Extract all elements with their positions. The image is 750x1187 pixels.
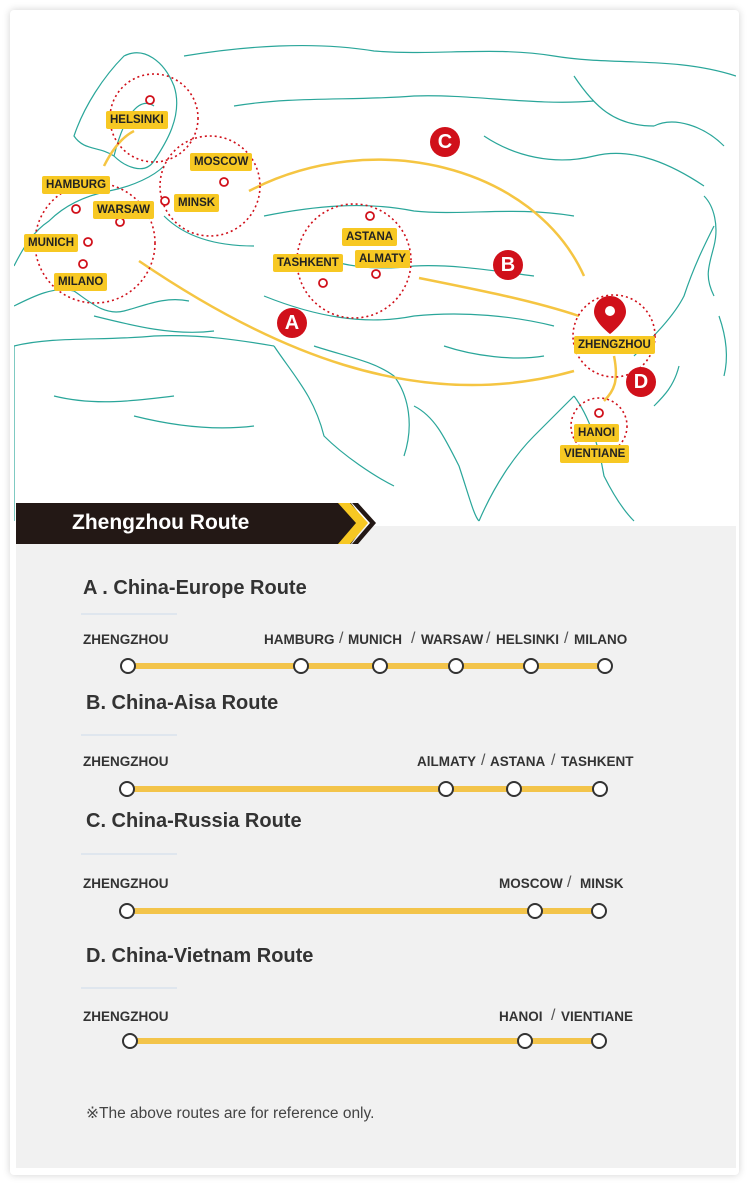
route-marker-c: C xyxy=(430,127,460,157)
astana-dot xyxy=(366,212,374,220)
route-b-stop-astana: ASTANA xyxy=(490,754,546,769)
city-label-zhengzhou: ZHENGZHOU xyxy=(574,336,655,354)
route-a-separator: / xyxy=(486,630,491,647)
almaty-dot xyxy=(372,270,380,278)
route-b-node xyxy=(506,781,522,797)
city-label-warsaw: WARSAW xyxy=(93,201,154,219)
route-c-node-origin xyxy=(119,903,135,919)
route-d-stop-vientiane: VIENTIANE xyxy=(561,1009,634,1024)
section-banner xyxy=(16,503,351,544)
route-a-origin: ZHENGZHOU xyxy=(83,632,169,647)
route-b-node-origin xyxy=(119,781,135,797)
route-b-stop-almaty: AlLMATY xyxy=(417,754,476,769)
route-a-stop-milano: MILANO xyxy=(574,632,628,647)
milano-dot xyxy=(79,260,87,268)
route-d-node-origin xyxy=(122,1033,138,1049)
city-label-minsk: MINSK xyxy=(174,194,219,212)
minsk-dot xyxy=(161,197,169,205)
route-d-underline xyxy=(81,987,177,989)
route-marker-a: A xyxy=(277,308,307,338)
city-label-moscow: MOSCOW xyxy=(190,153,252,171)
route-a-node xyxy=(293,658,309,674)
banner-title: Zhengzhou Route xyxy=(72,511,250,534)
route-map xyxy=(14,16,736,526)
route-c-underline xyxy=(81,853,177,855)
russia-region-circle xyxy=(160,136,260,236)
route-a-node-origin xyxy=(120,658,136,674)
reference-footnote: ※The above routes are for reference only. xyxy=(86,1105,375,1122)
route-b-separator: / xyxy=(481,752,486,769)
city-label-astana: ASTANA xyxy=(342,228,397,246)
helsinki-dot xyxy=(146,96,154,104)
hanoi-dot xyxy=(595,409,603,417)
route-d-line xyxy=(604,356,616,401)
route-a-stop-warsaw: WARSAW xyxy=(421,632,484,647)
route-a-stop-munich: MUNICH xyxy=(348,632,402,647)
route-a-underline xyxy=(81,613,177,615)
route-a-separator: / xyxy=(339,630,344,647)
route-b-track xyxy=(128,786,601,792)
moscow-dot xyxy=(220,178,228,186)
city-label-hamburg: HAMBURG xyxy=(42,176,110,194)
city-label-munich: MUNICH xyxy=(24,234,78,252)
city-label-almaty: ALMATY xyxy=(355,250,410,268)
route-b-separator: / xyxy=(551,752,556,769)
route-d-node xyxy=(517,1033,533,1049)
route-a-node xyxy=(523,658,539,674)
route-b-title: B. China-Aisa Route xyxy=(86,692,279,714)
warsaw-dot xyxy=(116,218,124,226)
route-c-node xyxy=(527,903,543,919)
route-a-stop-hamburg: HAMBURG xyxy=(264,632,335,647)
route-b-node xyxy=(438,781,454,797)
hamburg-dot xyxy=(72,205,80,213)
route-a-stop-helsinki: HELSINKI xyxy=(496,632,560,647)
route-a-node xyxy=(597,658,613,674)
route-b-origin: ZHENGZHOU xyxy=(83,754,169,769)
route-marker-b: B xyxy=(493,250,523,280)
route-d-title: D. China-Vietnam Route xyxy=(86,945,314,967)
tashkent-dot xyxy=(319,279,327,287)
route-a-separator: / xyxy=(564,630,569,647)
route-c-title: C. China-Russia Route xyxy=(86,810,302,832)
route-d-separator: / xyxy=(551,1007,556,1024)
route-d-stop-hanoi: HANOI xyxy=(499,1009,543,1024)
route-c-stop-moscow: MOSCOW xyxy=(499,876,563,891)
route-a-node xyxy=(448,658,464,674)
route-d-node xyxy=(591,1033,607,1049)
routes-panel xyxy=(16,526,736,1168)
route-a-node xyxy=(372,658,388,674)
zhengzhou-pin-icon xyxy=(594,296,626,334)
route-b-node xyxy=(592,781,608,797)
route-c-separator: / xyxy=(567,874,572,891)
city-label-hanoi: HANOI xyxy=(574,424,619,442)
city-label-helsinki: HELSINKI xyxy=(106,111,168,129)
munich-dot xyxy=(84,238,92,246)
route-a-separator: / xyxy=(411,630,416,647)
route-b-underline xyxy=(81,734,177,736)
city-label-vientiane: VIENTIANE xyxy=(560,445,629,463)
route-marker-d: D xyxy=(626,367,656,397)
route-d-origin: ZHENGZHOU xyxy=(83,1009,169,1024)
route-a-title: A . China-Europe Route xyxy=(83,577,307,599)
route-c-node xyxy=(591,903,607,919)
route-b-line xyxy=(419,278,579,316)
route-c-stop-minsk: MINSK xyxy=(580,876,624,891)
route-b-stop-tashkent: TASHKENT xyxy=(561,754,634,769)
city-label-tashkent: TASHKENT xyxy=(273,254,343,272)
city-label-milano: MILANO xyxy=(54,273,107,291)
route-c-origin: ZHENGZHOU xyxy=(83,876,169,891)
